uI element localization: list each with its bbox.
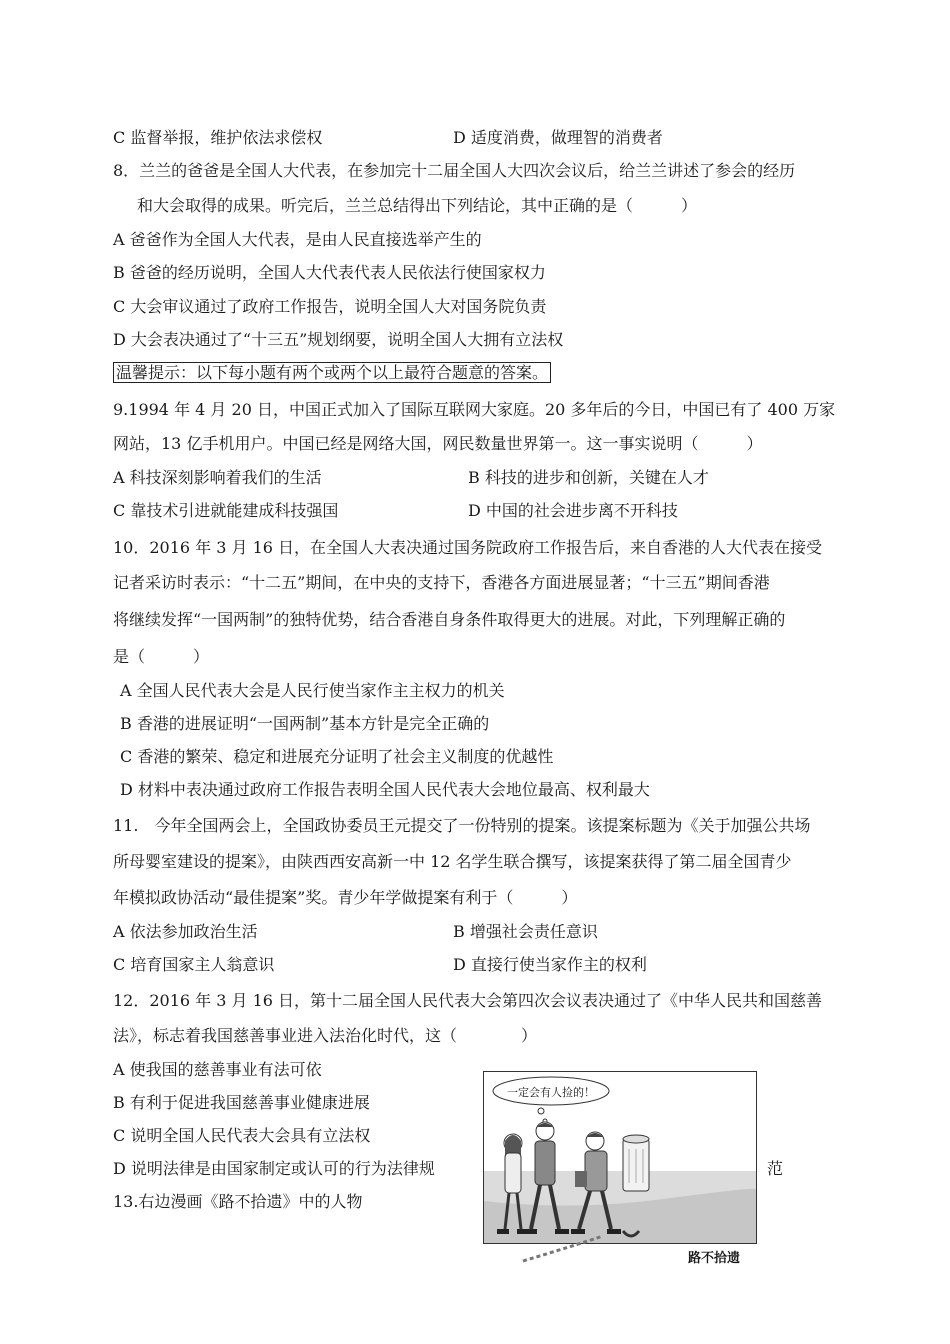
option-8b: B 爸爸的经历说明，全国人大代表代表人民依法行使国家权力 [113,263,546,282]
question-9-line2: 网站，13 亿手机用户。中国已经是网络大国，网民数量世界第一。这一事实说明（ ） [113,434,763,453]
question-11-line3: 年模拟政协活动“最佳提案”奖。青少年学做提案有利于（ ） [113,888,578,907]
option-7c: C 监督举报，维护依法求偿权 [113,128,323,147]
cartoon-caption: 路不拾遗 [688,1251,741,1266]
question-12-line1: 12．2016 年 3 月 16 日，第十二届全国人民代表大会第四次会议表决通过了《中华人民共和国慈善 [113,991,823,1010]
option-12a: A 使我国的慈善事业有法可依 [113,1060,322,1079]
question-13: 13.右边漫画《路不拾遗》中的人物 [113,1192,363,1211]
option-11d: D 直接行使当家作主的权利 [453,955,647,974]
question-10-line4: 是（ ） [113,647,210,666]
question-9-line1: 9.1994 年 4 月 20 日，中国正式加入了国际互联网大家庭。20 多年后的今日，中国已有了 400 万家 [113,400,836,419]
option-11c: C 培育国家主人翁意识 [113,955,275,974]
question-11-line1: 11. 今年全国两会上，全国政协委员王元提交了一份特别的提案。该提案标题为《关于加强公共场 [113,816,811,835]
option-8c: C 大会审议通过了政府工作报告，说明全国人大对国务院负责 [113,297,547,316]
speech-bubble-text: 一定会有人捡的！ [507,1086,595,1099]
question-10-line1: 10．2016 年 3 月 16 日，在全国人大表决通过国务院政府工作报告后，来自香港的人大代表在接受 [113,538,823,557]
option-8a: A 爸爸作为全国人大代表，是由人民直接选举产生的 [113,230,482,249]
option-9d: D 中国的社会进步离不开科技 [468,501,678,520]
question-8-line2: 和大会取得的成果。听完后，兰兰总结得出下列结论，其中正确的是（ ） [137,196,698,215]
option-12d: D 说明法律是由国家制定或认可的行为法律规 [113,1159,435,1178]
option-10a: A 全国人民代表大会是人民行使当家作主主权力的机关 [120,681,505,700]
option-11a: A 依法参加政治生活 [113,922,258,941]
question-12-line2: 法》，标志着我国慈善事业进入法治化时代，这（ ） [113,1026,538,1045]
trash-bin-icon [623,1135,649,1191]
option-7d: D 适度消费，做理智的消费者 [453,128,663,147]
option-9b: B 科技的进步和创新，关键在人才 [468,468,709,487]
option-10b: B 香港的进展证明“一国两制”基本方针是完全正确的 [120,714,490,733]
option-10c: C 香港的繁荣、稳定和进展充分证明了社会主义制度的优越性 [120,747,554,766]
hint-box [113,362,551,384]
cartoon-illustration [483,1071,757,1271]
option-11b: B 增强社会责任意识 [453,922,598,941]
option-10d: D 材料中表决通过政府工作报告表明全国人民代表大会地位最高、权利最大 [120,780,650,799]
hint-text: 温馨提示：以下每小题有两个或两个以上最符合题意的答案。 [113,362,551,383]
option-12d-end: 范 [767,1159,784,1178]
question-10-line2: 记者采访时表示：“十二五”期间，在中央的支持下，香港各方面进展显著；“十三五”期间香港 [113,573,770,592]
option-12c: C 说明全国人民代表大会具有立法权 [113,1126,371,1145]
option-8d: D 大会表决通过了“十三五”规划纲要，说明全国人大拥有立法权 [113,330,564,349]
question-10-line3: 将继续发挥“一国两制”的独特优势，结合香港自身条件取得更大的进展。对此，下列理解正确的 [113,610,786,629]
question-11-line2: 所母婴室建设的提案》，由陕西西安高新一中 12 名学生联合撰写，该提案获得了第二届全国青少 [113,852,792,871]
option-12b: B 有利于促进我国慈善事业健康进展 [113,1093,370,1112]
question-8-line1: 8．兰兰的爸爸是全国人大代表，在参加完十二届全国人大四次会议后，给兰兰讲述了参会的经历 [113,161,796,180]
option-9a: A 科技深刻影响着我们的生活 [113,468,322,487]
option-9c: C 靠技术引进就能建成科技强国 [113,501,339,520]
